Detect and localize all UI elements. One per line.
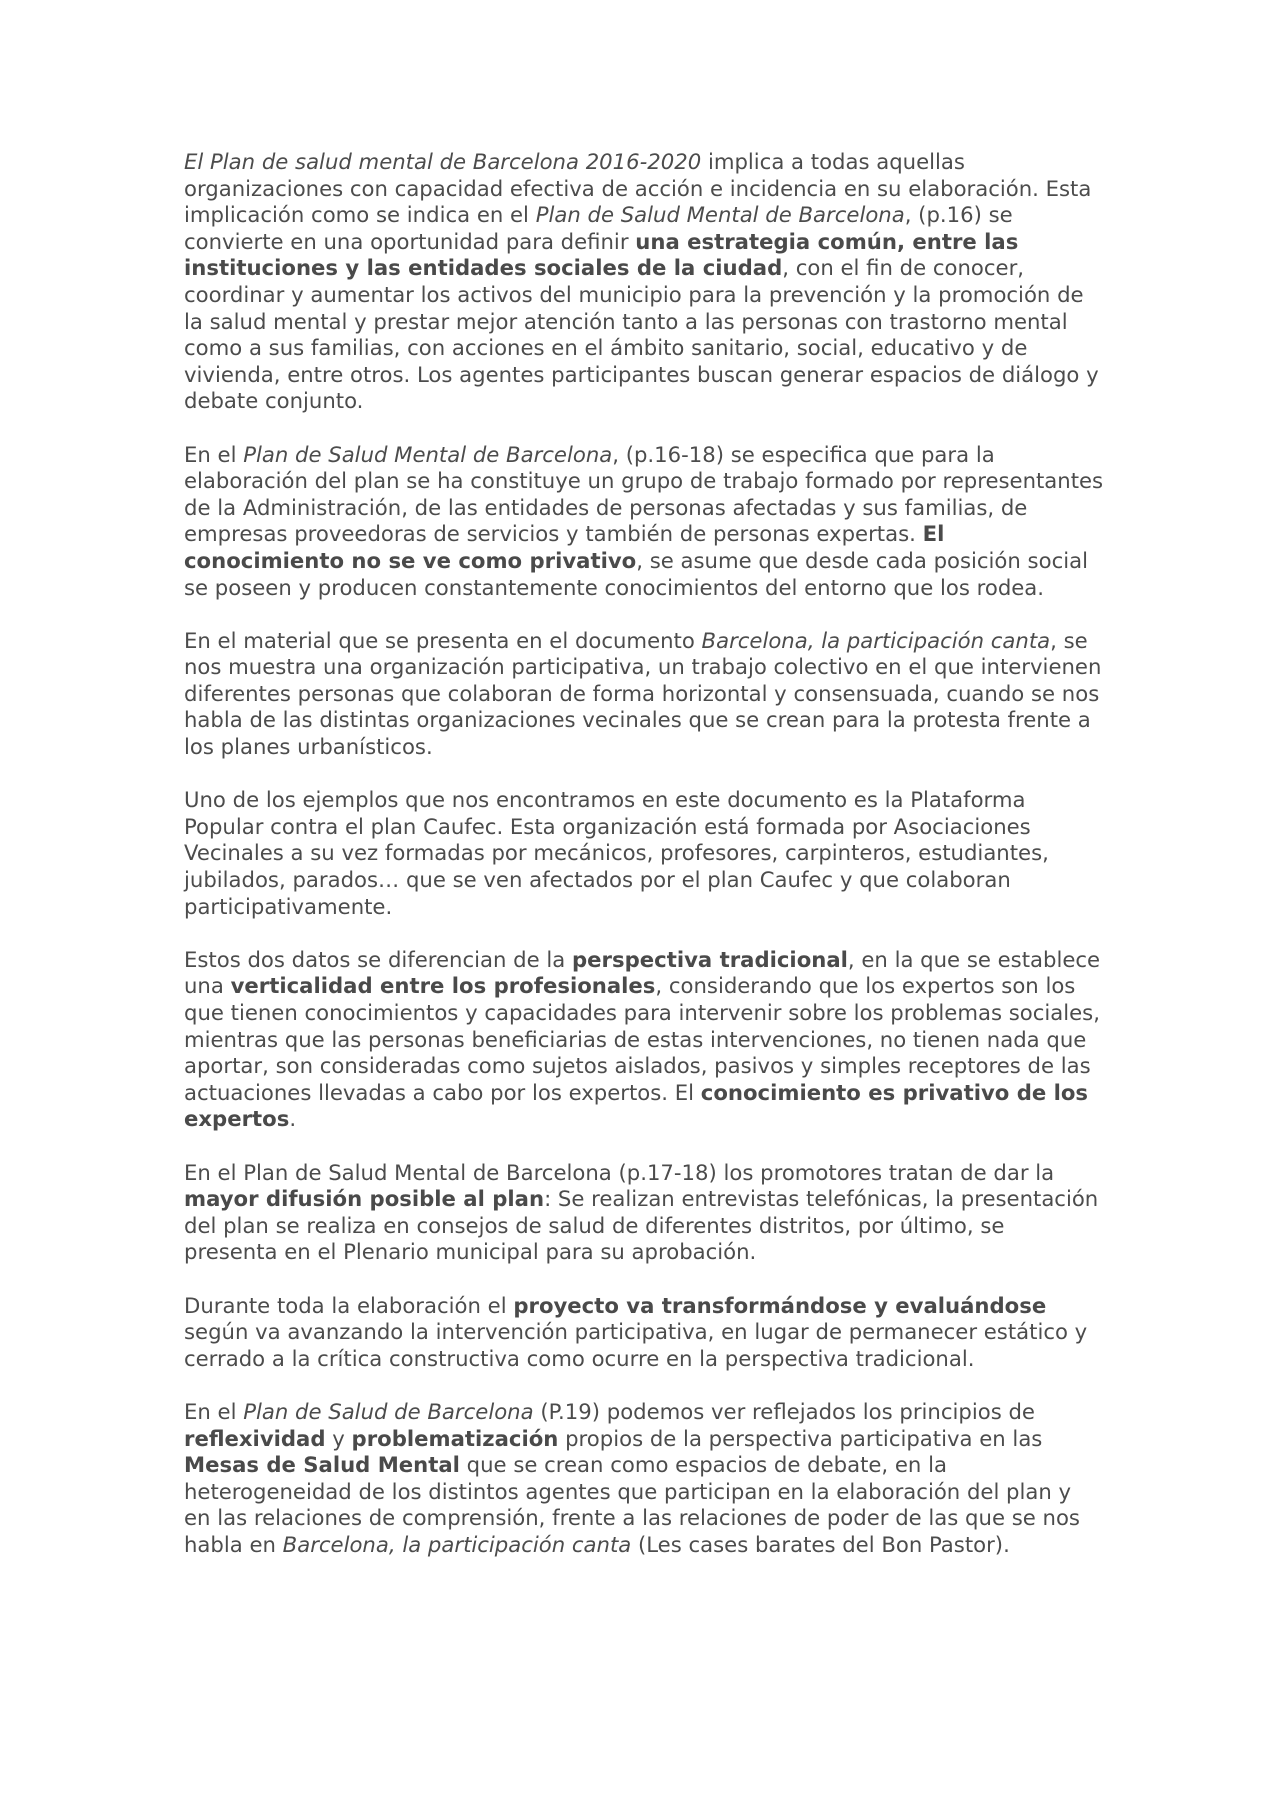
paragraph [184,442,1104,602]
text-run: En el [184,441,244,467]
text-run: propios de la perspectiva participativa en las [558,1425,1043,1451]
italic-text: El Plan de salud mental de Barcelona 2016-2020 [184,149,702,174]
bold-text: verticalidad entre los profesionales [230,973,656,999]
text-run: En el Plan de Salud Mental de Barcelona (p.17-18) los promotores tratan de dar la [184,1159,1055,1185]
text-run: : Se realizan entrevistas telefónicas, la presentación del plan se realiza en consejos de salud de diferentes distritos, por último, se presenta en el Plenario municipal para su aprobación. [184,1186,1099,1265]
paragraph [184,149,1104,415]
text-run: Uno de los ejemplos que nos encontramos en este documento es la Plataforma Popular contra el plan Caufec. Esta organización está formada por Asociaciones Vecinales a su vez formadas por mecánicos, profesores, carpinteros, estudiantes, jubilados, parados… que se ven afectados por el plan Caufec y que colaboran participativamente. [184,787,1049,919]
italic-text: Barcelona, la participación canta [282,1531,632,1557]
text-run: . [289,1106,297,1132]
paragraph [184,1160,1104,1266]
paragraph [184,628,1104,761]
bold-text: perspectiva tradicional [572,946,848,972]
bold-text: Mesas de Salud Mental [184,1452,460,1478]
text-run: y [325,1425,352,1451]
bold-text: mayor difusión posible al plan [184,1186,545,1212]
text-run: , (p.16) se convierte en una oportunidad para definir [184,202,1013,254]
document-page [184,149,1104,1585]
text-run: Estos dos datos se diferencian de la [184,946,572,972]
text-run: En el material que se presenta en el documento [184,627,702,653]
text-run: , con el fin de conocer, coordinar y aumentar los activos del municipio para la prevención y la promoción de la salud mental y prestar mejor atención tanto a las personas con trastorno mental como a sus familias, con acciones en el ámbito sanitario, social, educativo y de vivienda, entre otros. Los agentes participantes buscan generar espacios de diálogo y debate conjunto. [184,255,1099,414]
italic-text: Plan de Salud de Barcelona [243,1398,534,1424]
text-run: , (p.16-18) se especifica que para la elaboración del plan se ha constituye un grupo de trabajo formado por representantes de la Administración, de las entidades de personas afectadas y sus familias, de empresas proveedoras de servicios y también de personas expertas. [184,441,1104,547]
bold-text: conocimiento es privativo de los expertos [184,1079,1089,1132]
italic-text: Barcelona, la participación canta [701,627,1051,653]
bold-text: reflexividad [184,1425,326,1451]
paragraph [184,1399,1104,1559]
text-run: implica a todas aquellas organizaciones con capacidad efectiva de acción e incidencia en su elaboración. Esta implicación como se indica en el [184,149,1092,228]
bold-text: proyecto va transformándose y evaluándose [513,1292,1047,1318]
text-run: En el [184,1398,244,1424]
text-run: según va avanzando la intervención participativa, en lugar de permanecer estático y cerrado a la crítica constructiva como ocurre en la perspectiva tradicional. [184,1319,1088,1371]
bold-text: El conocimiento no se ve como privativo [184,521,945,573]
bold-text: una estrategia común, entre las instituciones y las entidades sociales de la ciudad [184,228,1019,281]
italic-text: Plan de Salud Mental de Barcelona [535,202,905,228]
bold-text: problematización [351,1425,559,1451]
text-run: , en la que se establece una [184,946,1101,999]
paragraph [184,947,1104,1133]
paragraph [184,1293,1104,1373]
text-run: Durante toda la elaboración el [184,1292,514,1318]
text-run: , se nos muestra una organización participativa, un trabajo colectivo en el que intervienen diferentes personas que colaboran de forma horizontal y consensuada, cuando se nos habla de las distintas organizaciones vecinales que se crean para la protesta frente a los planes urbanísticos. [184,627,1102,760]
text-run: , considerando que los expertos son los que tienen conocimientos y capacidades para intervenir sobre los problemas sociales, mientras que las personas beneficiarias de estas intervenciones, no tienen nada que aportar, son consideradas como sujetos aislados, pasivos y simples receptores de las actuaciones llevadas a cabo por los expertos. El [184,973,1100,1105]
text-run: , se asume que desde cada posición social se poseen y producen constantemente conocimientos del entorno que los rodea. [184,547,1088,600]
text-run: que se crean como espacios de debate, en la heterogeneidad de los distintos agentes que participan en la elaboración del plan y en las relaciones de comprensión, frente a las relaciones de poder de las que se nos habla en [184,1452,1080,1557]
text-run: (P.19) podemos ver reflejados los principios de [533,1398,1035,1424]
text-run: (Les cases barates del Bon Pastor). [631,1531,1010,1557]
paragraph [184,787,1104,920]
italic-text: Plan de Salud Mental de Barcelona [243,441,613,467]
